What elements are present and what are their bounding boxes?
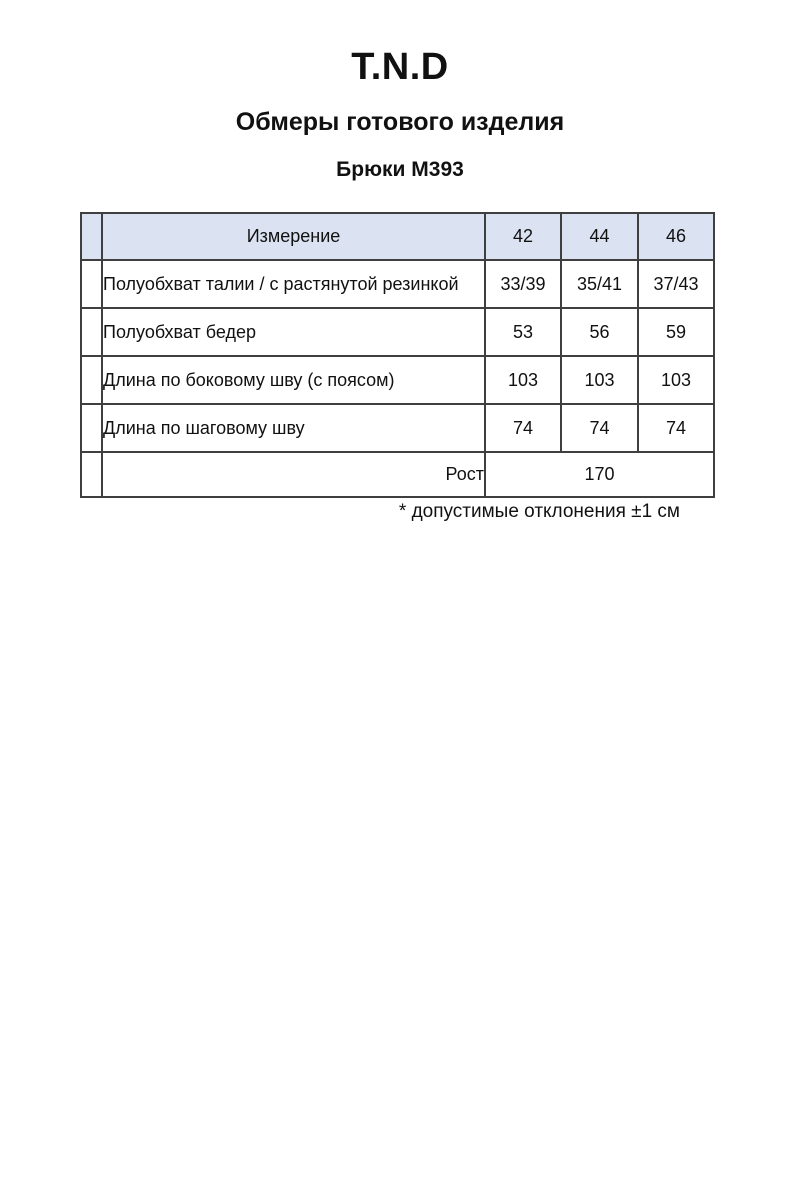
- row-value-44: 56: [561, 308, 638, 356]
- row-label: Полуобхват бедер: [102, 308, 485, 356]
- row-value-44: 35/41: [561, 260, 638, 308]
- row-label: Длина по шаговому шву: [102, 404, 485, 452]
- header-size-42: 42: [485, 213, 561, 260]
- row-value-42: 103: [485, 356, 561, 404]
- row-value-46: 37/43: [638, 260, 714, 308]
- table-row: [81, 356, 714, 404]
- row-label: Полуобхват талии / с растянутой резинкой: [102, 260, 485, 308]
- table-header-row: [81, 213, 714, 260]
- row-value-44: 103: [561, 356, 638, 404]
- row-empty-cell: [81, 404, 102, 452]
- row-empty-cell: [81, 452, 102, 497]
- row-value-44: 74: [561, 404, 638, 452]
- row-value-46: 103: [638, 356, 714, 404]
- row-label: Длина по боковому шву (с поясом): [102, 356, 485, 404]
- row-empty-cell: [81, 308, 102, 356]
- measurements-table: [80, 212, 715, 498]
- header-size-46: 46: [638, 213, 714, 260]
- row-value-42: 53: [485, 308, 561, 356]
- row-value-46: 74: [638, 404, 714, 452]
- header-size-44: 44: [561, 213, 638, 260]
- product-subtitle: Брюки М393: [336, 158, 464, 181]
- tolerance-footnote: * допустимые отклонения ±1 см: [398, 501, 680, 522]
- document-title: Обмеры готового изделия: [235, 108, 565, 136]
- brand-title: T.N.D: [351, 46, 449, 88]
- header-empty-cell: [81, 213, 102, 260]
- table-row: [81, 308, 714, 356]
- row-value-42: 74: [485, 404, 561, 452]
- table-row: [81, 404, 714, 452]
- row-value-46: 59: [638, 308, 714, 356]
- row-value-42: 33/39: [485, 260, 561, 308]
- table-row: [81, 260, 714, 308]
- row-empty-cell: [81, 260, 102, 308]
- table-footer-row: [81, 452, 714, 497]
- height-label: Рост: [102, 452, 485, 497]
- height-value: 170: [485, 452, 714, 497]
- header-measure-label: Измерение: [102, 213, 485, 260]
- row-empty-cell: [81, 356, 102, 404]
